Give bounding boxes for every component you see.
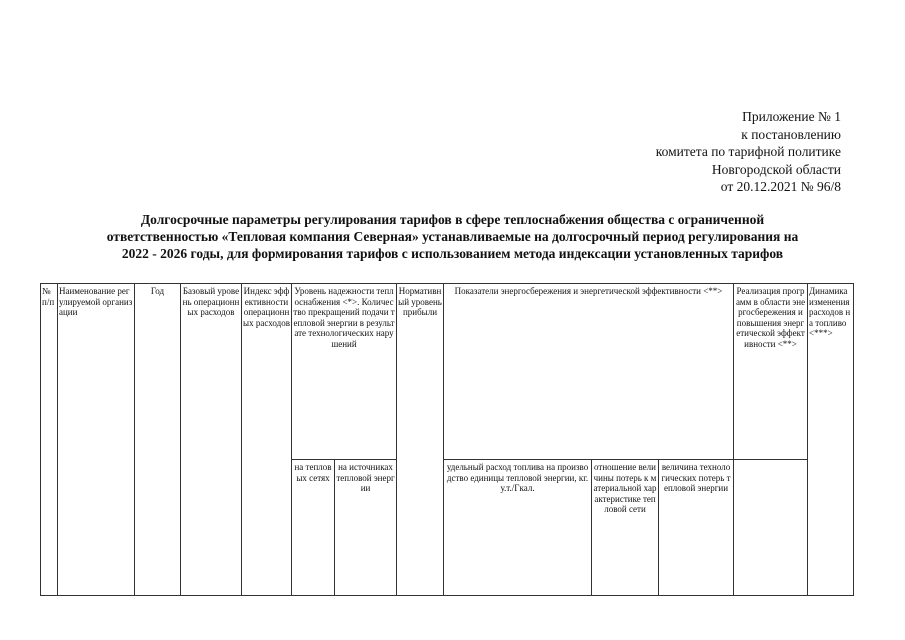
parameters-table xyxy=(40,283,854,596)
appendix-line: комитета по тарифной политике xyxy=(655,144,841,159)
subheader-technological-losses: величина технологических потерь тепловой энергии xyxy=(659,460,734,596)
header-reliability: Уровень надежности теплоснабжения <*>. Количество прекращений подачи тепловой энергии в результате технологических нарушений xyxy=(292,284,397,460)
appendix-date-line: от 20.12.2021 № 96/8 xyxy=(720,179,841,194)
appendix-line: Новгородской области xyxy=(711,161,841,177)
header-number: № п/п xyxy=(41,284,58,596)
header-fuel-dynamics: Динамика изменения расходов на топливо <***> xyxy=(808,284,854,596)
header-efficiency-index: Индекс эффективности операционных расходов xyxy=(242,284,292,596)
title-line: 2022 - 2026 годы, для формирования тарифов с использованием метода индексации установленных тарифов xyxy=(121,246,784,261)
table-header-row xyxy=(41,284,854,460)
appendix-header xyxy=(656,108,841,196)
appendix-line: Приложение № 1 xyxy=(742,109,841,124)
header-base-opex: Базовый уровень операционных расходов xyxy=(181,284,242,596)
subheader-programs-empty xyxy=(734,460,808,596)
header-profit-level: Нормативный уровень прибыли xyxy=(397,284,444,596)
subheader-loss-ratio: отношение величины потерь к материальной характеристике тепловой сети xyxy=(592,460,659,596)
title-line: ответственностью «Тепловая компания Северная» устанавливаемые на долгосрочный период регулирования на xyxy=(106,229,799,244)
subheader-networks: на тепловых сетях xyxy=(292,460,335,596)
document-title xyxy=(30,211,875,262)
header-energy-indicators: Показатели энергосбережения и энергетической эффективности <**> xyxy=(444,284,734,460)
header-organization: Наименование регулируемой организации xyxy=(58,284,135,596)
title-line: Долгосрочные параметры регулирования тарифов в сфере теплоснабжения общества с ограниченной xyxy=(140,212,765,227)
subheader-sources: на источниках тепловой энергии xyxy=(335,460,397,596)
header-programs: Реализация программ в области энергосбережения и повышения энергетической эффективности <**> xyxy=(734,284,808,460)
subheader-specific-fuel: удельный расход топлива на производство единицы тепловой энергии, кг.у.т./Гкал. xyxy=(444,460,592,596)
header-year: Год xyxy=(135,284,181,596)
appendix-line: к постановлению xyxy=(741,126,841,142)
